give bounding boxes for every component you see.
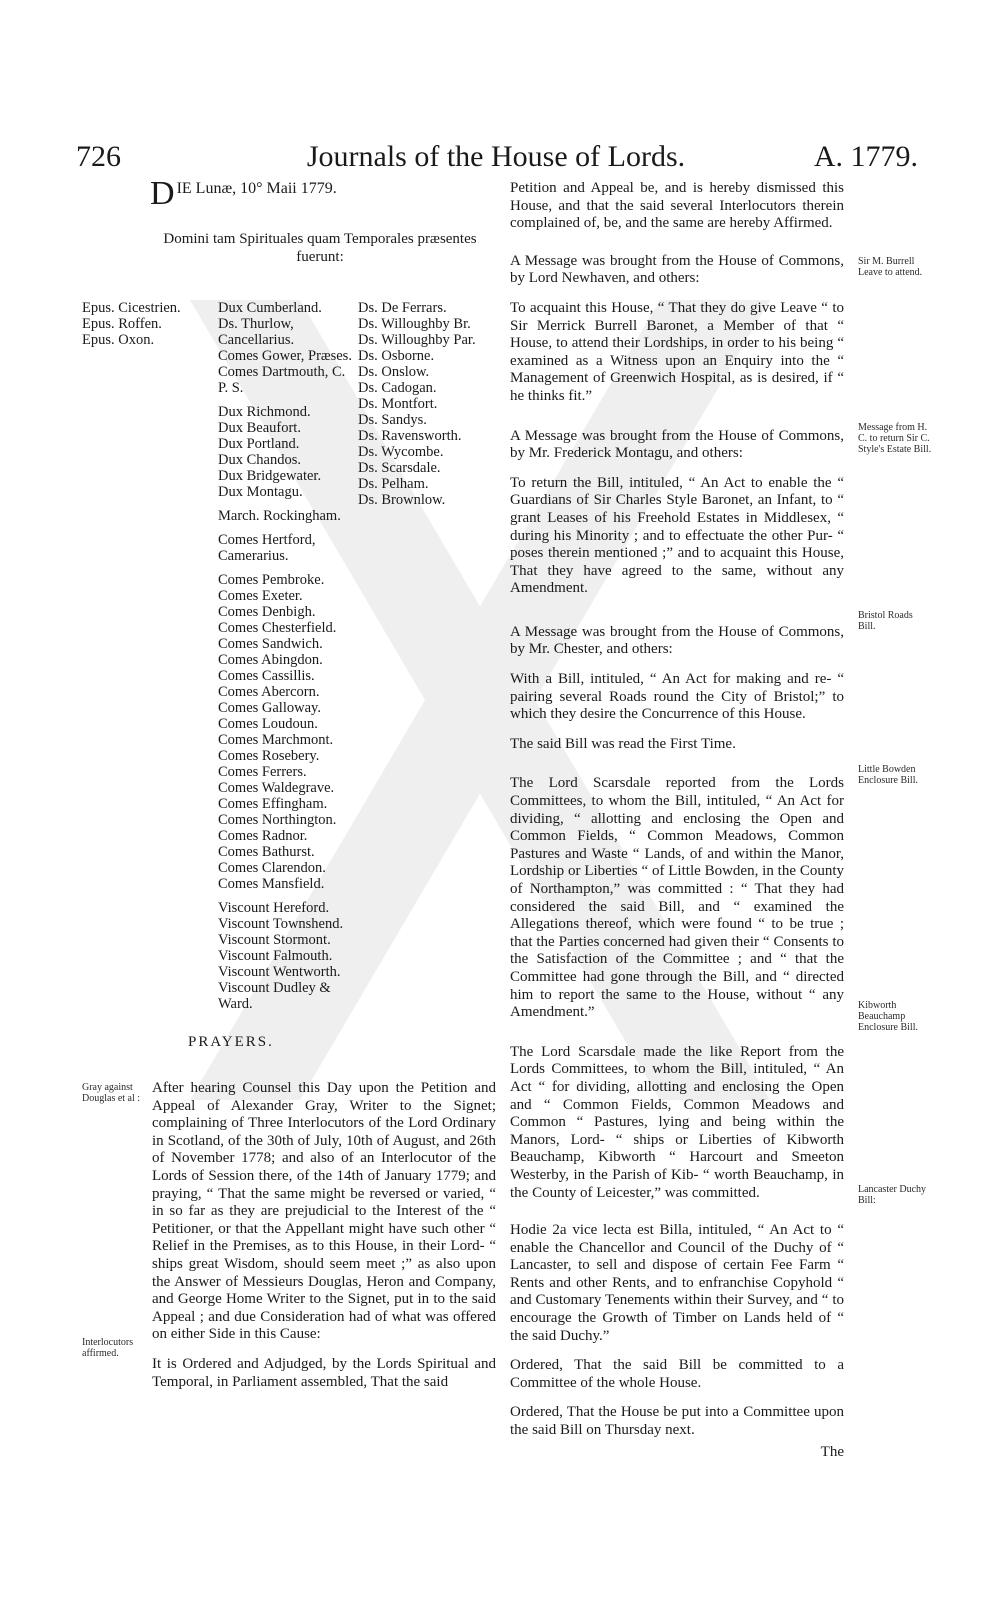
list-item: Ds. Pelham. bbox=[358, 476, 429, 492]
list-item: Comes Radnor. bbox=[218, 828, 308, 844]
list-item: Comes Waldegrave. bbox=[218, 780, 335, 796]
list-item: Viscount Hereford. bbox=[218, 900, 330, 916]
paragraph: The Lord Scarsdale made the like Report from the Lords Committees, to whom the Bill, intituled, “ An Act “ for dividing, allotting and enclosing the Open and “ Common Fields, Common Meadows and Common “ Pastures, lying and being within the Manors, Lord- “ ships or Liberties of Kibworth Beauchamp, Kibworth “ Harcourt and Smeeton Westerby, in the Parish of Kib- “ worth Beauchamp, in the County of Leicester,” was committed. bbox=[510, 1043, 844, 1201]
paragraph: After hearing Counsel this Day upon the Petition and Appeal of Alexander Gray, Writer to the Signet; complaining of Three Interlocutors of the Lord Ordinary in Scotland, of the 30th of July, 10th of August, and 26th of November 1778; and also of an Interlocutor of the Lords of Session there, of the 14th of January 1779; and praying, “ That the same might be reversed or varied, “ in so far as they are prejudicial to the Interest of the “ Petitioner, or that the Appellant might have such other “ Relief in the Premises, as to this House, in their Lord- “ ships great Wisdom, should seem meet ;” as also upon the Answer of Messieurs Douglas, Heron and Company, and George Home Writer to the Signet, put in to the said Appeal ; and due Consideration had of what was offered on either Side in this Cause: bbox=[152, 1080, 496, 1343]
drop-cap: D bbox=[150, 175, 175, 212]
paragraph: The Lord Scarsdale reported from the Lords Committees, to whom the Bill, intituled, “ An Act for dividing, “ allotting and enclosing the Open and Common Fields, “ Common Meadows, Common Pastures and Waste “ Lands, of and within the Manor, Lordship or Liberties “ of Little Bowden, in the County of Northampton,” was committed : “ That they had considered the said Bill, and “ examined the Allegations thereof, which were found “ to be true ; that the Parties concerned had given their “ Consents to the Satisfaction of the Committee ; and “ that the Committee had gone through the Bill, and “ directed him to report the same to the House, without “ any Amendment.” bbox=[510, 775, 844, 1021]
list-item: Viscount Falmouth. bbox=[218, 948, 333, 964]
margin-note: Interlocutors affirmed. bbox=[82, 1337, 134, 1359]
list-item: Viscount Dudley & Ward. bbox=[218, 980, 331, 1012]
list-item: Comes Effingham. bbox=[218, 796, 328, 812]
list-item: Comes Mansfield. bbox=[218, 876, 325, 892]
margin-note: Sir M. Burrell Leave to attend. bbox=[858, 256, 923, 278]
list-item: Comes Abingdon. bbox=[218, 652, 323, 668]
paragraph: The said Bill was read the First Time. bbox=[510, 735, 736, 752]
list-item: Ds. Montfort. bbox=[358, 396, 438, 412]
list-item: Dux Bridgewater. bbox=[218, 468, 322, 484]
list-item: Dux Montagu. bbox=[218, 484, 303, 500]
list-item: Viscount Townshend. bbox=[218, 916, 344, 932]
list-item: Dux Beaufort. bbox=[218, 420, 301, 436]
list-item: Dux Chandos. bbox=[218, 452, 301, 468]
paragraph: Hodie 2a vice lecta est Billa, intituled, “ An Act to “ enable the Chancellor and Council of the Duchy of “ Lancaster, to sell and dispose of certain Fee Farm “ Rents and other Rents, and to enfranchise Copyhold “ and Customary Tenements within their Survey, and “ to encourage the Growth of Timber on Lands held of “ the said Duchy.” bbox=[510, 1222, 844, 1344]
margin-note: Message from H. C. to return Sir C. Style's Estate Bill. bbox=[858, 422, 932, 455]
list-item: Epus. Oxon. bbox=[82, 332, 155, 348]
list-item: Comes Sandwich. bbox=[218, 636, 323, 652]
margin-note: Gray against Douglas et al : bbox=[82, 1082, 141, 1104]
list-item: Comes Bathurst. bbox=[218, 844, 315, 860]
page-title: Journals of the House of Lords. bbox=[306, 140, 686, 173]
paragraph: A Message was brought from the House of Commons, by Lord Newhaven, and others: bbox=[510, 252, 844, 287]
list-item: Ds. Willoughby Par. bbox=[358, 332, 476, 348]
paragraph: To return the Bill, intituled, “ An Act to enable the “ Guardians of Sir Charles Style Baronet, an Infant, to “ grant Leases of his Freehold Estates in Middlesex, “ during his Minority ; and to effectuate the other Pur- “ poses therein mentioned ;” and to acquaint this House, That they have agreed to the same, without any Amendment. bbox=[510, 474, 844, 597]
list-item: March. Rockingham. bbox=[218, 508, 341, 524]
list-item: Ds. Scarsdale. bbox=[358, 460, 441, 476]
list-item: Ds. Onslow. bbox=[358, 364, 430, 380]
list-item: Ds. Cadogan. bbox=[358, 380, 437, 396]
paragraph: A Message was brought from the House of Commons, by Mr. Chester, and others: bbox=[510, 623, 844, 658]
list-item: Comes Clarendon. bbox=[218, 860, 326, 876]
paragraph: A Message was brought from the House of Commons, by Mr. Frederick Montagu, and others: bbox=[510, 427, 844, 462]
paragraph: Ordered, That the said Bill be committed to a Committee of the whole House. bbox=[510, 1357, 844, 1391]
date-line bbox=[150, 175, 337, 212]
list-item: Ds. Sandys. bbox=[358, 412, 427, 428]
prayers-heading: PRAYERS. bbox=[188, 1034, 274, 1050]
list-item: Comes Gower, Præses. bbox=[218, 348, 352, 364]
paragraph: It is Ordered and Adjudged, by the Lords Spiritual and Temporal, in Parliament assembled, That the said bbox=[152, 1355, 496, 1390]
catchword: The bbox=[820, 1443, 844, 1460]
margin-note: Lancaster Duchy Bill: bbox=[858, 1184, 927, 1206]
list-item: Ds. Willoughby Br. bbox=[358, 316, 471, 332]
date-text: IE Lunæ, 10° Maii 1779. bbox=[176, 180, 337, 197]
margin-note: Little Bowden Enclosure Bill. bbox=[858, 764, 918, 786]
list-item: Comes Pembroke. bbox=[218, 572, 325, 588]
list-item: Dux Cumberland. bbox=[218, 300, 322, 316]
lords-column-1 bbox=[218, 300, 353, 1012]
page-year: A. 1779. bbox=[813, 140, 918, 173]
list-item: Ds. Osborne. bbox=[358, 348, 435, 364]
list-item: Comes Denbigh. bbox=[218, 604, 316, 620]
list-item: Viscount Wentworth. bbox=[218, 964, 341, 980]
list-item: Viscount Stormont. bbox=[218, 932, 331, 948]
list-item: Epus. Cicestrien. bbox=[82, 300, 181, 316]
present-heading: Domini tam Spirituales quam Temporales præsentes fuerunt: bbox=[163, 231, 477, 265]
list-item: Comes Exeter. bbox=[218, 588, 303, 604]
list-item: Dux Portland. bbox=[218, 436, 300, 452]
list-item: Comes Chesterfield. bbox=[218, 620, 337, 636]
list-item: Ds. Ravensworth. bbox=[358, 428, 462, 444]
list-item: Comes Loudoun. bbox=[218, 716, 318, 732]
list-item: Comes Galloway. bbox=[218, 700, 321, 716]
page-number: 726 bbox=[76, 140, 121, 173]
list-item: Comes Hertford, Camerarius. bbox=[218, 532, 316, 564]
paragraph: With a Bill, intituled, “ An Act for making and re- “ pairing several Roads round the City of Bristol;” to which they desire the Concurrence of this House. bbox=[510, 671, 844, 723]
paragraph: To acquaint this House, “ That they do give Leave “ to Sir Merrick Burrell Baronet, a Member of that “ House, to attend their Lordships, in order to his being “ examined as a Witness upon an Enquiry into the “ Management of Greenwich Hospital, as is desired, if “ he thinks fit.” bbox=[510, 299, 844, 404]
list-item: Dux Richmond. bbox=[218, 404, 311, 420]
list-item: Comes Ferrers. bbox=[218, 764, 307, 780]
paragraph: Ordered, That the House be put into a Committee upon the said Bill on Thursday next. bbox=[510, 1404, 844, 1439]
lords-column-2 bbox=[358, 300, 476, 508]
bishops-list bbox=[82, 300, 181, 348]
list-item: Comes Dartmouth, C. P. S. bbox=[218, 364, 346, 396]
list-item: Ds. De Ferrars. bbox=[358, 300, 447, 316]
list-item: Comes Abercorn. bbox=[218, 684, 320, 700]
list-item: Ds. Wycombe. bbox=[358, 444, 444, 460]
left-column-text bbox=[152, 1080, 496, 1403]
right-column-text bbox=[510, 180, 844, 1473]
list-item: Ds. Brownlow. bbox=[358, 492, 446, 508]
paragraph: Petition and Appeal be, and is hereby dismissed this House, and that the said several Interlocutors therein complained of, be, and the same are hereby Affirmed. bbox=[510, 180, 844, 232]
list-item: Comes Northington. bbox=[218, 812, 337, 828]
margin-note: Kibworth Beauchamp Enclosure Bill. bbox=[858, 1000, 918, 1033]
list-item: Comes Cassillis. bbox=[218, 668, 315, 684]
list-item: Epus. Roffen. bbox=[82, 316, 162, 332]
list-item: Ds. Thurlow, Cancellarius. bbox=[218, 316, 295, 348]
list-item: Comes Marchmont. bbox=[218, 732, 334, 748]
list-item: Comes Rosebery. bbox=[218, 748, 320, 764]
margin-note: Bristol Roads Bill. bbox=[858, 610, 913, 632]
